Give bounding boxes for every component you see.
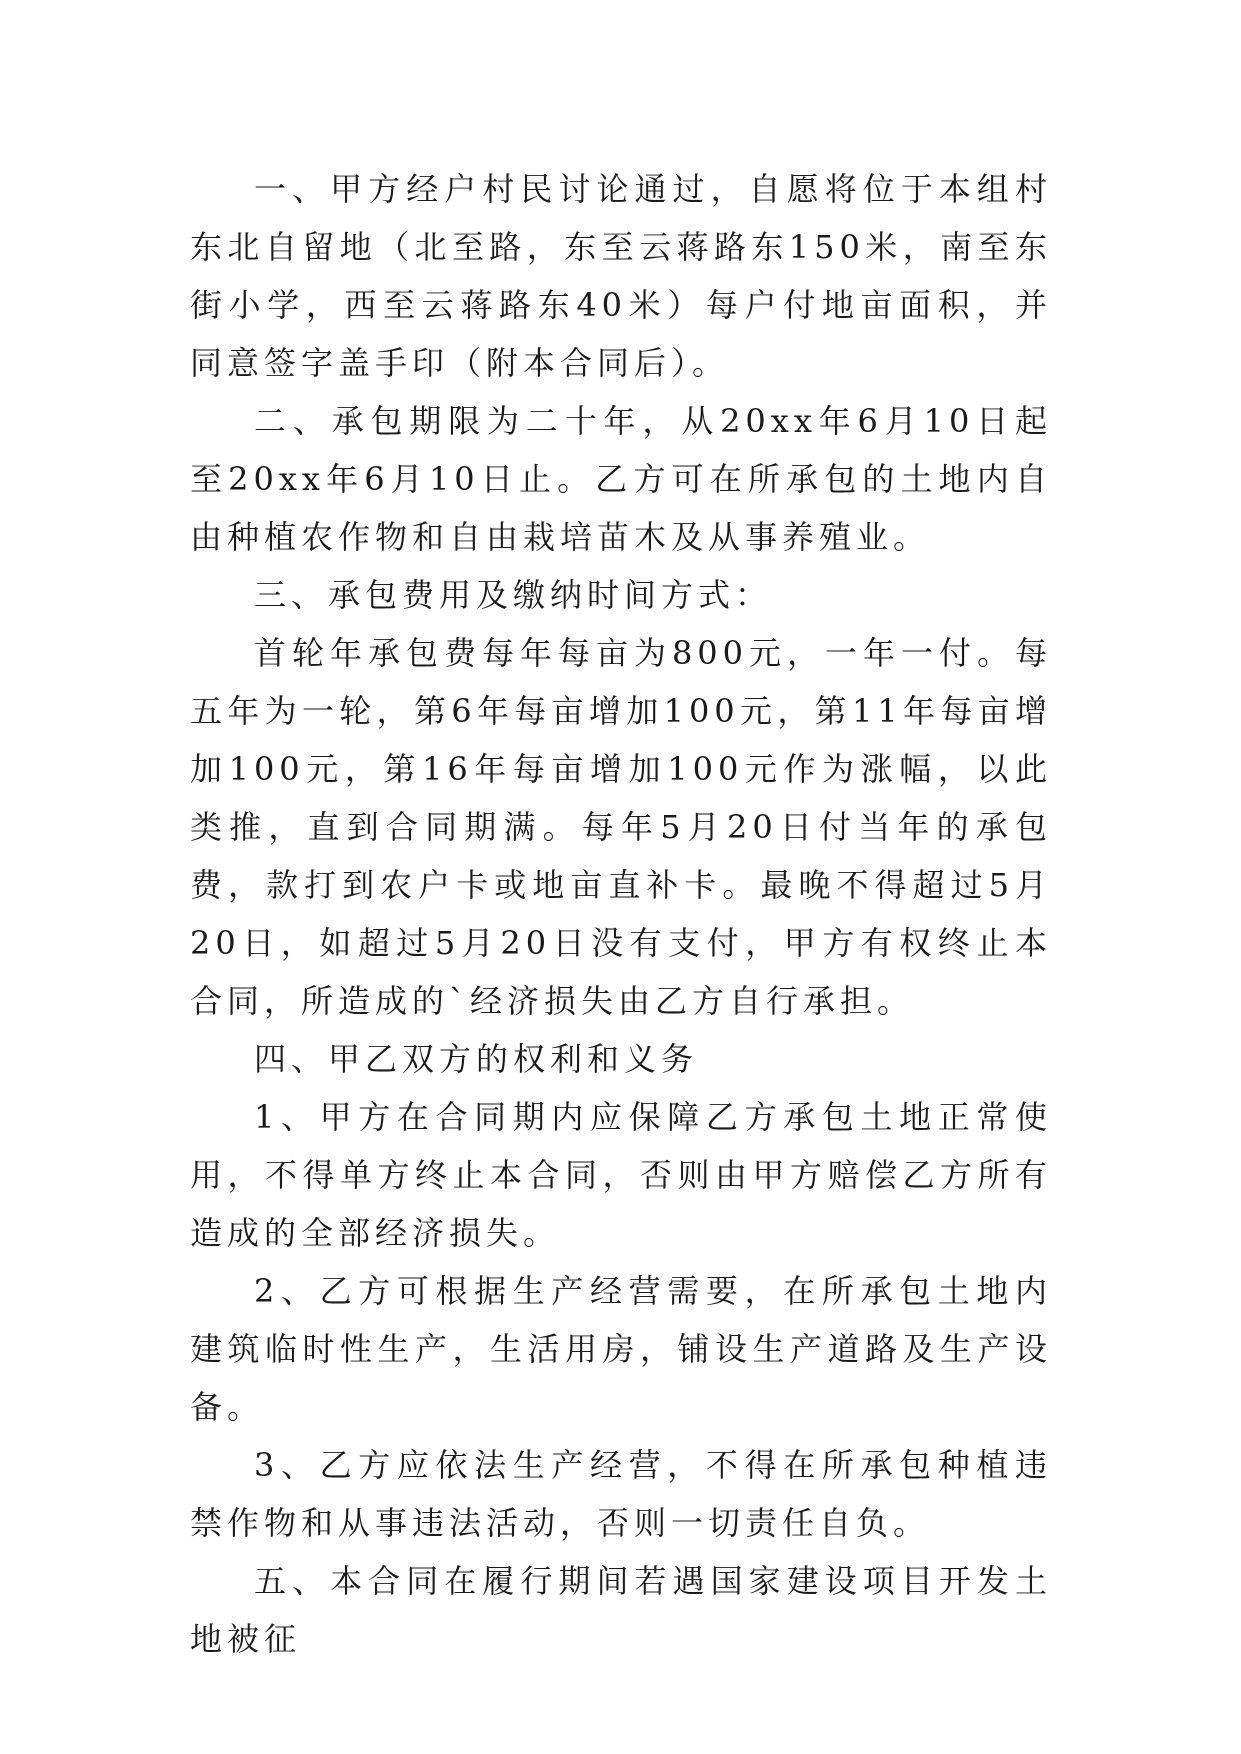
paragraph-clause-3-heading: 三、承包费用及缴纳时间方式： (254, 576, 773, 614)
paragraph-clause-4-heading: 四、甲乙双方的权利和义务 (254, 1040, 699, 1078)
paragraph-clause-2: 二、承包期限为二十年，从20xx年6月10日起至20xx年6月10日止。乙方可在所承包的土地内自由种植农作物和自由栽培苗木及从事养殖业。 (190, 402, 1052, 556)
paragraph-clause-4-item-3: 3、乙方应依法生产经营，不得在所承包种植违禁作物和从事违法活动，否则一切责任自负。 (190, 1446, 1052, 1542)
paragraph-clause-1: 一、甲方经户村民讨论通过，自愿将位于本组村东北自留地（北至路，东至云蒋路东150米，南至东街小学，西至云蒋路东40米）每户付地亩面积，并同意签字盖手印（附本合同后）。 (190, 170, 1052, 382)
paragraph-fee-details: 首轮年承包费每年每亩为800元，一年一付。每五年为一轮，第6年每亩增加100元，第11年每亩增加100元，第16年每亩增加100元作为涨幅，以此类推，直到合同期满。每年5月20日付当年的承包费，款打到农户卡或地亩直补卡。最晚不得超过5月20日，如超过5月20日没有支付，甲方有权终止本合同，所造成的`经济损失由乙方自行承担。 (190, 634, 1052, 1020)
paragraph-clause-4-item-2: 2、乙方可根据生产经营需要，在所承包土地内建筑临时性生产，生活用房，铺设生产道路及生产设备。 (190, 1272, 1052, 1426)
contract-body (190, 160, 1052, 1668)
paragraph-clause-5: 五、本合同在履行期间若遇国家建设项目开发土地被征 (190, 1562, 1052, 1658)
paragraph-clause-4-item-1: 1、甲方在合同期内应保障乙方承包土地正常使用，不得单方终止本合同，否则由甲方赔偿乙方所有造成的全部经济损失。 (190, 1098, 1052, 1252)
